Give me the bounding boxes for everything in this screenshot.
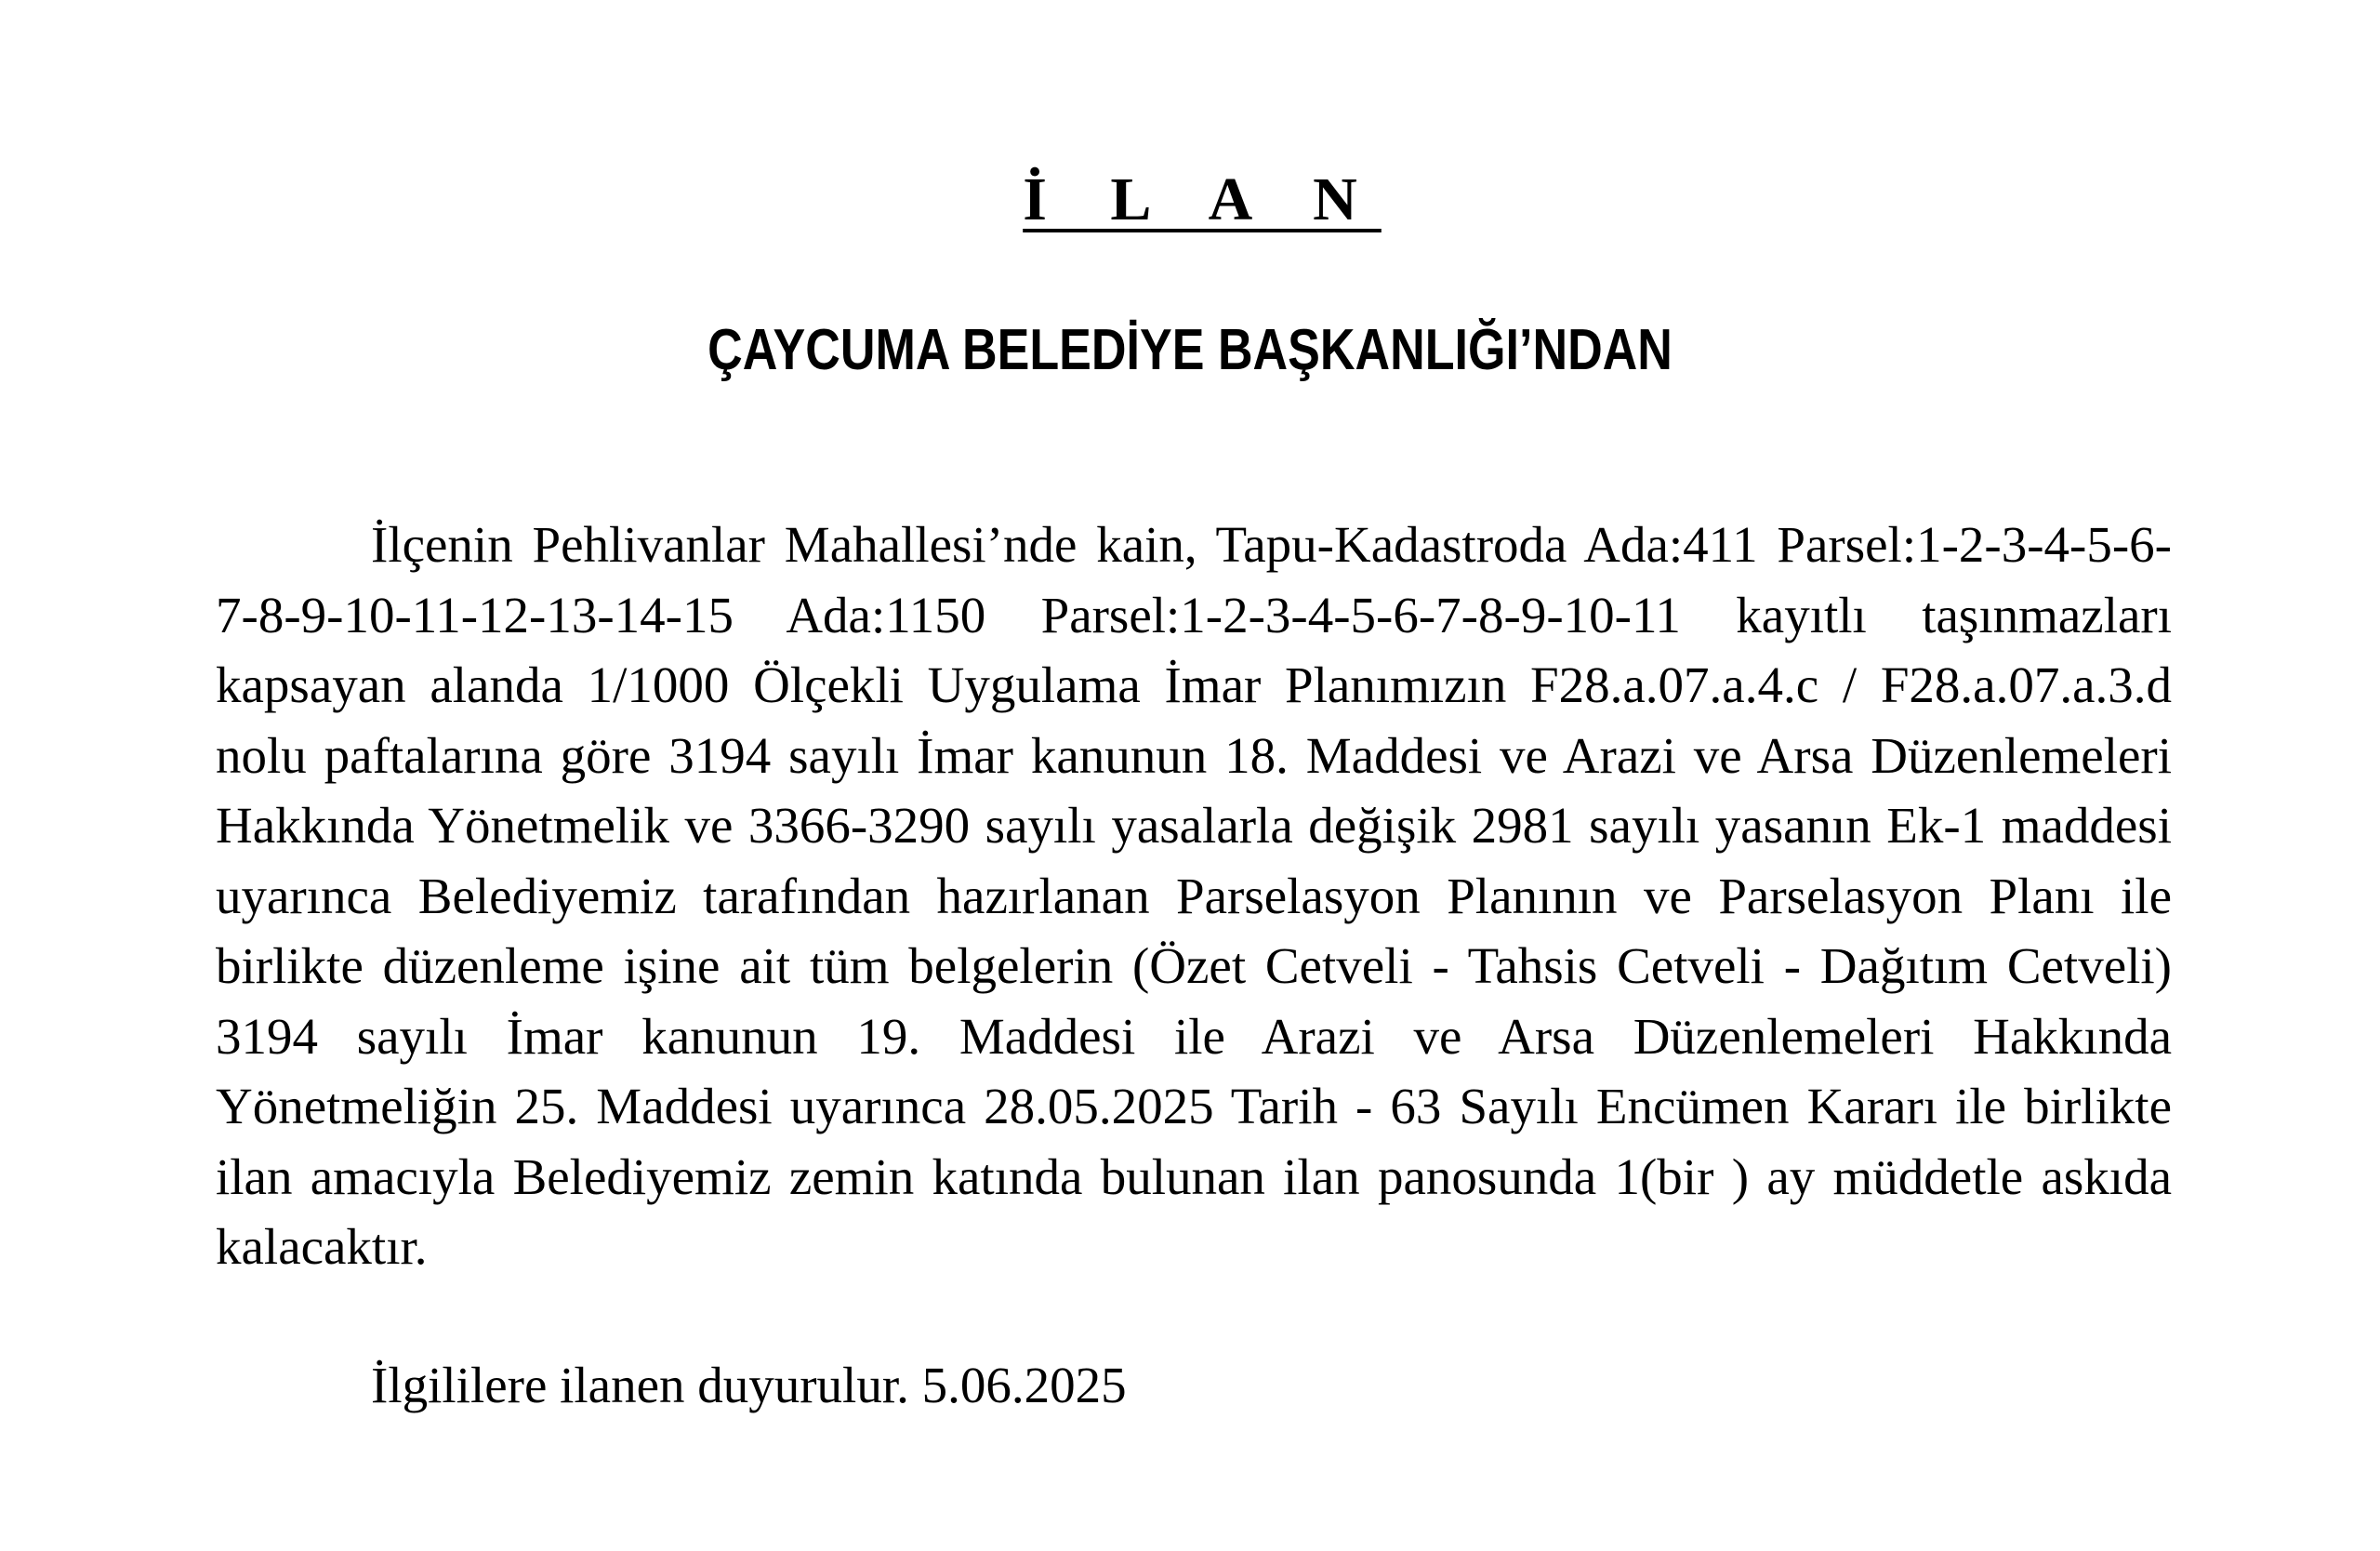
announcement-closing: İlgililere ilanen duyurulur. 5.06.2025 (371, 1357, 1127, 1413)
announcement-body: İlçenin Pehlivanlar Mahallesi’nde kain, Tapu-Kadastroda Ada:411 Parsel:1-2-3-4-5-6-7-8-9-10-11-12-13-14-15 Ada:1150 Parsel:1-2-3-4-5-6-7-8-9-10-11 kayıtlı taşınmazları kapsayan alanda 1/1000 Ölçekli Uygulama İmar Planımızın F28.a.07.a.4.c / F28.a.07.a.3.d nolu paftalarına göre 3194 sayılı İmar kanunun 18. Maddesi ve Arazi ve Arsa Düzenlemeleri Hakkında Yönetmelik ve 3366-3290 sayılı yasalarla değişik 2981 sayılı yasanın Ek-1 maddesi uyarınca Belediyemiz tarafından hazırlanan Parselasyon Planının ve Parselasyon Planı ile birlikte düzenleme işine ait tüm belgelerin (Özet Cetveli - Tahsis Cetveli - Dağıtım Cetveli) 3194 sayılı İmar kanunun 19. Maddesi ile Arazi ve Arsa Düzenlemeleri Hakkında Yönetmeliğin 25. Maddesi uyarınca 28.05.2025 Tarih - 63 Sayılı Encümen Kararı ile birlikte ilan amacıyla Belediyemiz zemin katında bulunan ilan panosunda 1(bir ) ay müddetle askıda kalacaktır. (216, 516, 2172, 1275)
document-title (0, 158, 2380, 242)
issuing-organization: ÇAYCUMA BELEDİYE BAŞKANLIĞI’NDAN (707, 318, 1673, 382)
document-title-text: İ L A N (1023, 166, 1382, 233)
